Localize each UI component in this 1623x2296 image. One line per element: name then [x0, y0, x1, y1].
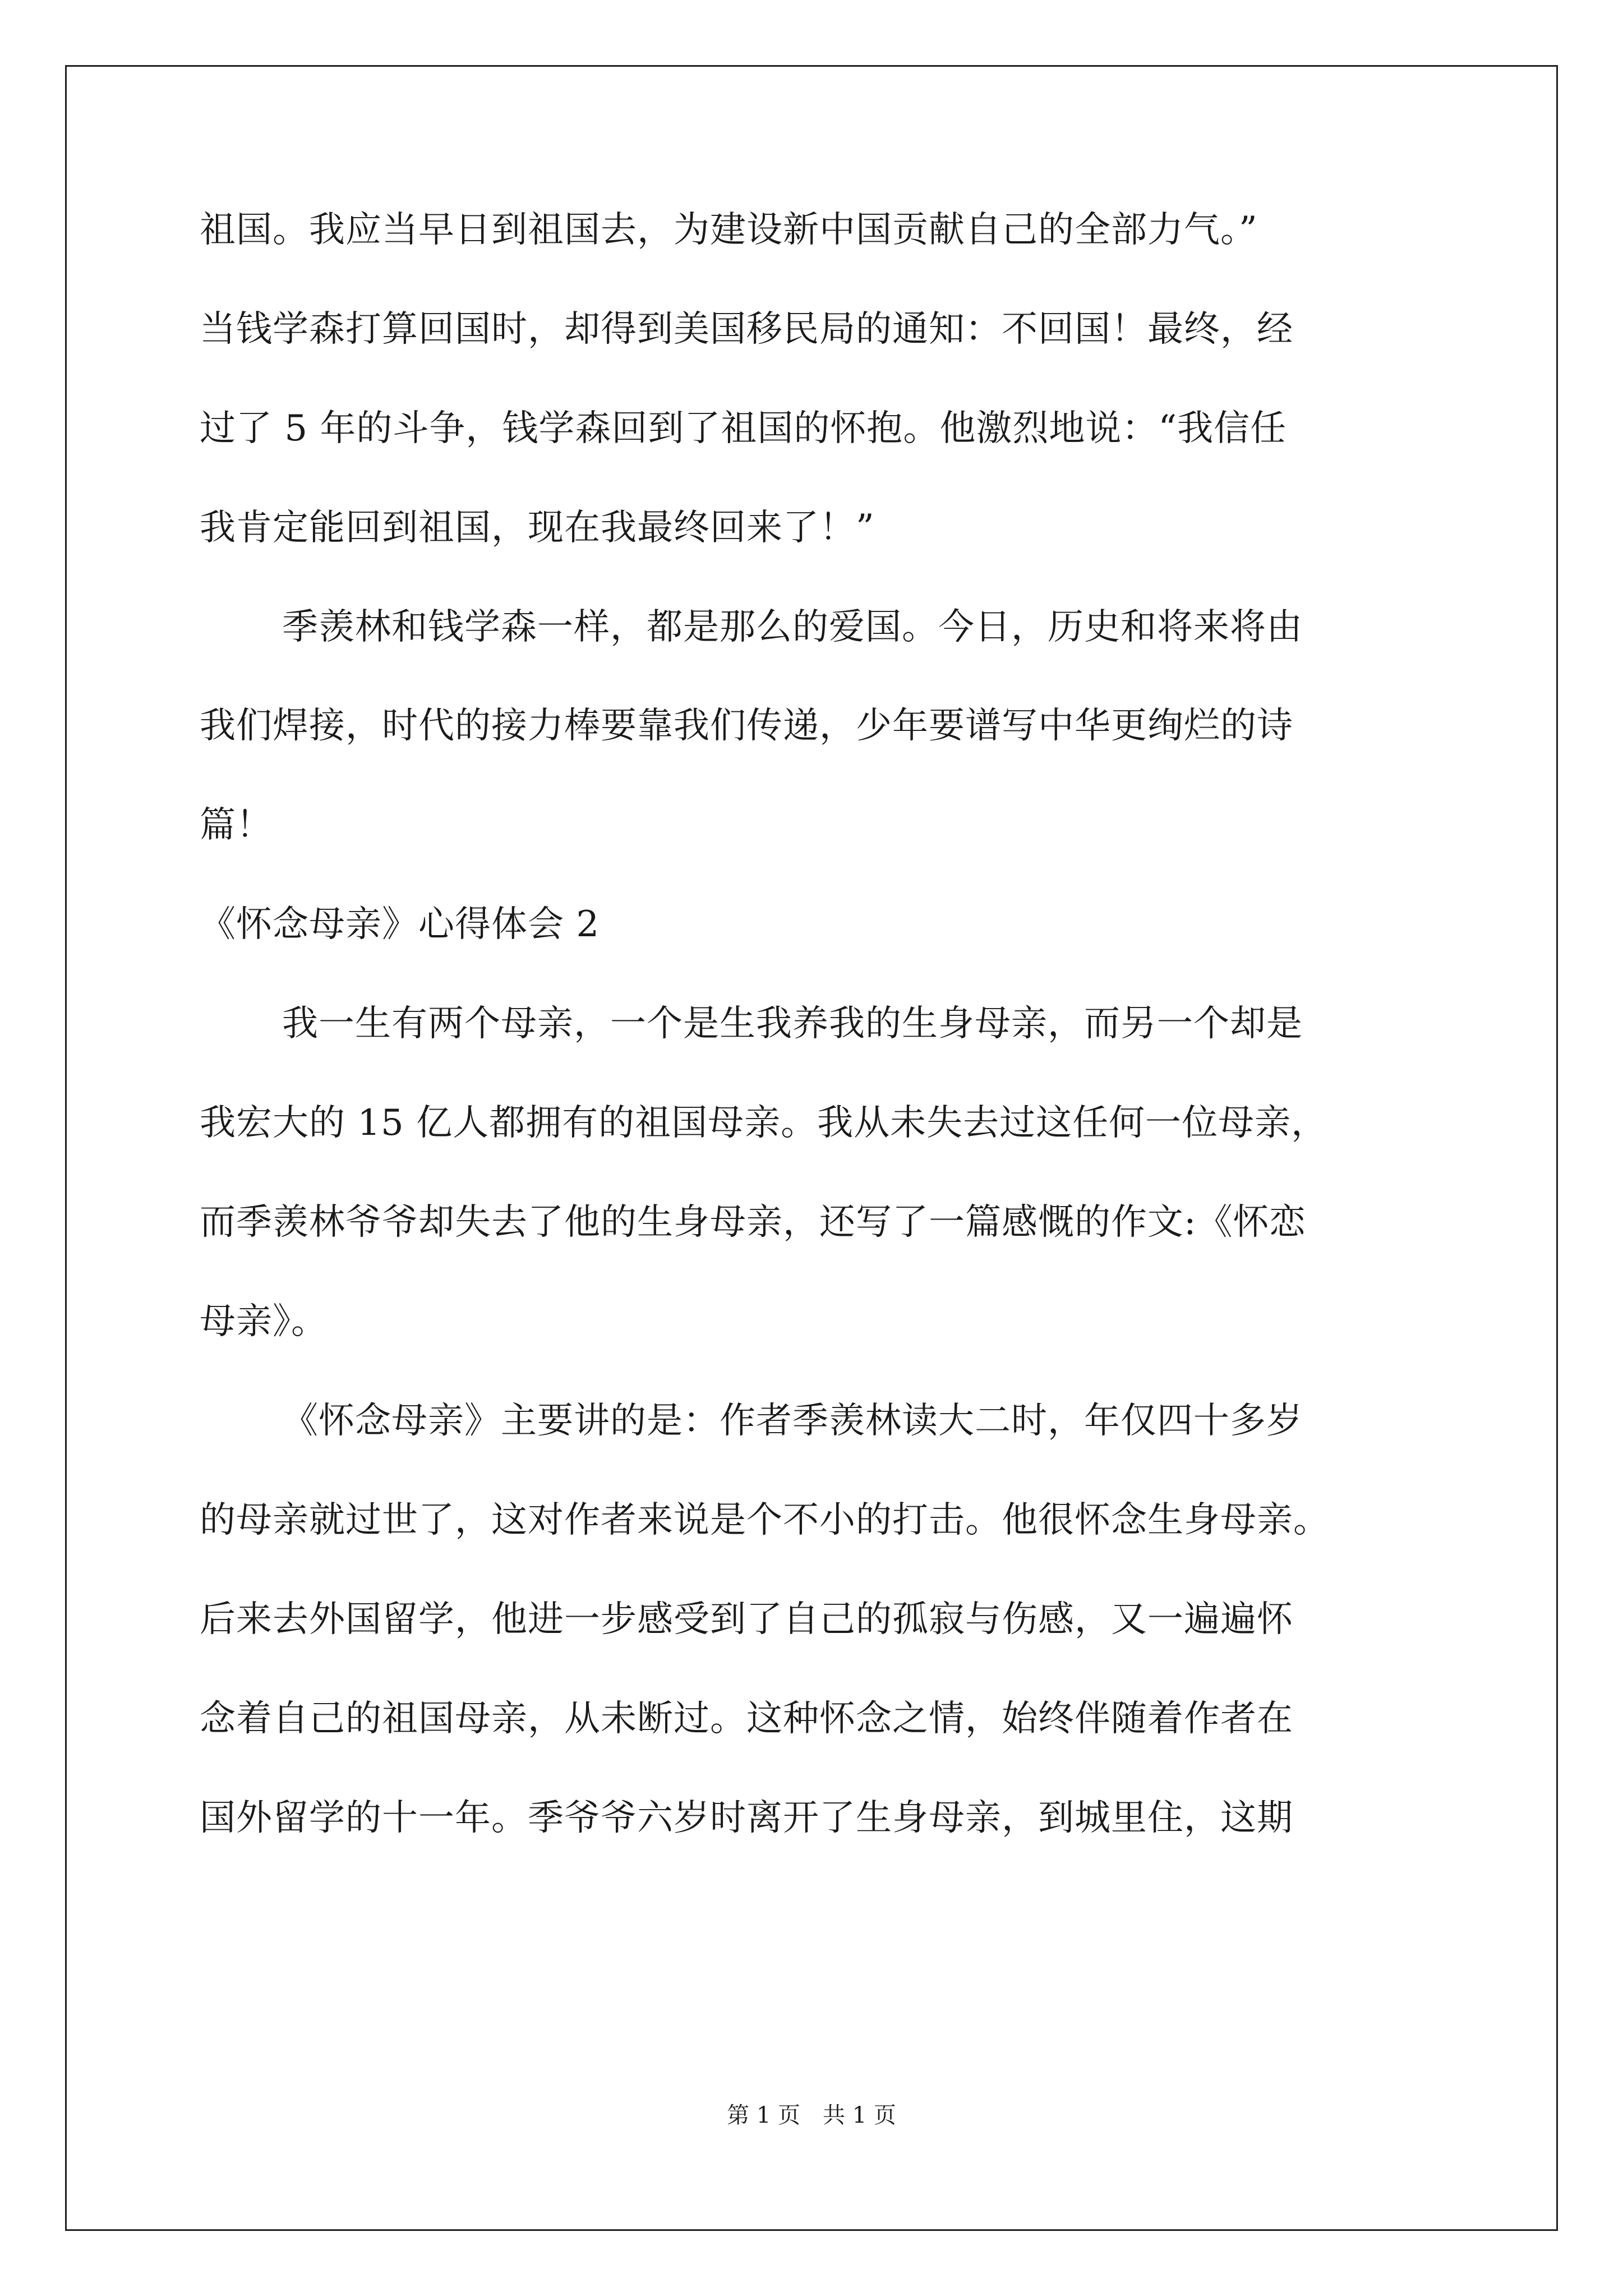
paragraph-line: 季羡林和钱学森一样，都是那么的爱国。今日，历史和将来将由 [282, 606, 1303, 648]
paragraph-line: 过了 5 年的斗争，钱学森回到了祖国的怀抱。他激烈地说：“我信任 [200, 408, 1287, 449]
paragraph-line: 我肯定能回到祖国，现在我最终回来了！” [200, 507, 875, 549]
section-heading: 《怀念母亲》心得体会 2 [200, 904, 600, 945]
paragraph-line: 母亲》。 [200, 1301, 328, 1342]
paragraph-line: 我宏大的 15 亿人都拥有的祖国母亲。我从未失去过这任何一位母亲， [200, 1102, 1328, 1144]
paragraph-line: 念着自己的祖国母亲，从未断过。这种怀念之情，始终伴随着作者在 [200, 1698, 1293, 1740]
paragraph-line: 《怀念母亲》主要讲的是：作者季羡林读大二时，年仅四十多岁 [282, 1400, 1303, 1442]
paragraph-line: 国外留学的十一年。季爷爷六岁时离开了生身母亲，到城里住，这期 [200, 1797, 1293, 1839]
paragraph-line: 后来去外国留学，他进一步感受到了自己的孤寂与伤感，又一遍遍怀 [200, 1599, 1293, 1640]
paragraph-line: 我们焊接，时代的接力棒要靠我们传递，少年要谱写中华更绚烂的诗 [200, 705, 1293, 747]
paragraph-line: 篇！ [200, 804, 273, 846]
paragraph-line: 的母亲就过世了，这对作者来说是个不小的打击。他很怀念生身母亲。 [200, 1499, 1330, 1541]
paragraph-line: 我一生有两个母亲，一个是生我养我的生身母亲，而另一个却是 [282, 1003, 1303, 1045]
paragraph-line: 祖国。我应当早日到祖国去，为建设新中国贡献自己的全部力气。” [200, 209, 1258, 251]
paragraph-line: 而季羡林爷爷却失去了他的生身母亲，还写了一篇感慨的作文:《怀恋 [200, 1202, 1306, 1243]
page-footer: 第 1 页 共 1 页 [727, 2102, 896, 2128]
page-border [65, 65, 1558, 2231]
paragraph-line: 当钱学森打算回国时，却得到美国移民局的通知：不回国！最终，经 [200, 309, 1293, 350]
